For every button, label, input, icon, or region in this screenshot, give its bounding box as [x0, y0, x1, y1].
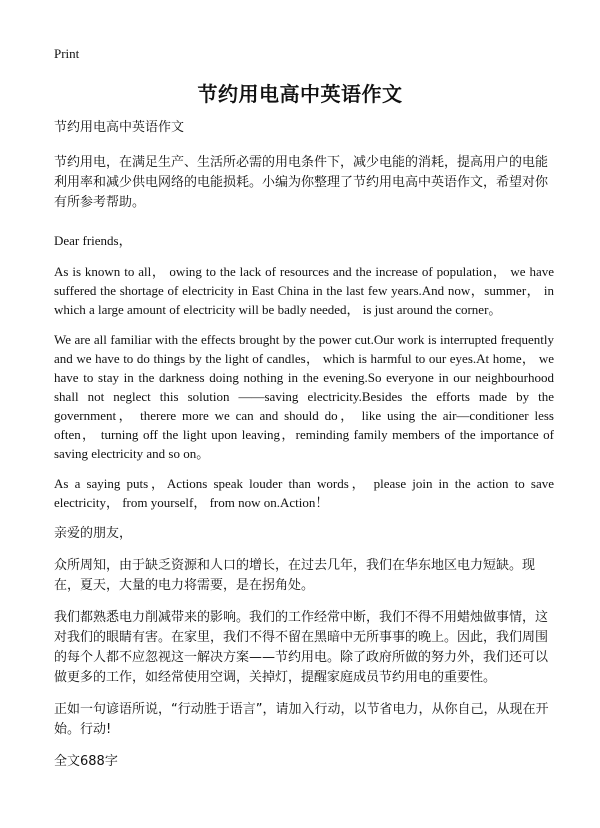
chinese-paragraph: 我们都熟悉电力削减带来的影响。我们的工作经常中断，我们不得不用蜡烛做事情，这对我们的眼睛有害。在家里，我们不得不留在黑暗中无所事事的晚上。因此，我们周围的每个人都不应忽视这一解决方案——节约用电。除了政府所做的努力外，我们还可以做更多的工作，如经常使用空调，关掉灯，提醒家庭成员节约用电的重要性。	[54, 610, 549, 685]
english-greeting: Dear friends，	[54, 233, 132, 248]
chinese-paragraph: 正如一句谚语所说，“行动胜于语言”，请加入行动，以节省电力，从你自己，从现在开始。行动!	[54, 702, 549, 737]
word-count: 全文688字	[54, 754, 118, 769]
document-body	[54, 118, 554, 772]
chinese-paragraph: 众所周知，由于缺乏资源和人口的增长，在过去几年，我们在华东地区电力短缺。现在，夏天，大量的电力将需要，是在拐角处。	[54, 558, 536, 593]
english-paragraph: As is known to all， owing to the lack of resources and the increase of population， we have suffered the shortage of electricity in East China in the last few years.And now，summer， in which a large amount of electricity will be badly needed， is just around the corner。	[54, 264, 554, 317]
chinese-greeting: 亲爱的朋友，	[54, 526, 133, 541]
english-paragraph: We are all familiar with the effects brought by the power cut.Our work is interrupted frequently and we have to do things by the light of candles， which is harmful to our eyes.At home， we have to stay in the darkness doing nothing in the evening.So everyone in our neighbourhood shall not neglect this solution ——saving electricity.Besides the efforts made by the government， therere more we can and should do， like using the air—conditioner less often， turning off the light upon leaving，reminding family members of the importance of saving electricity and so on。	[54, 332, 554, 461]
print-link[interactable]: Print	[54, 46, 80, 61]
page-title: 节约用电高中英语作文	[197, 82, 403, 106]
english-paragraph: As a saying puts，Actions speak louder than words， please join in the action to save electricity， from yourself， from now on.Action！	[54, 476, 554, 510]
article-subtitle: 节约用电高中英语作文	[54, 120, 185, 135]
intro-paragraph: 节约用电，在满足生产、生活所必需的用电条件下，减少电能的消耗，提高用户的电能利用率和减少供电网络的电能损耗。小编为你整理了节约用电高中英语作文，希望对你有所参考帮助。	[54, 155, 549, 210]
